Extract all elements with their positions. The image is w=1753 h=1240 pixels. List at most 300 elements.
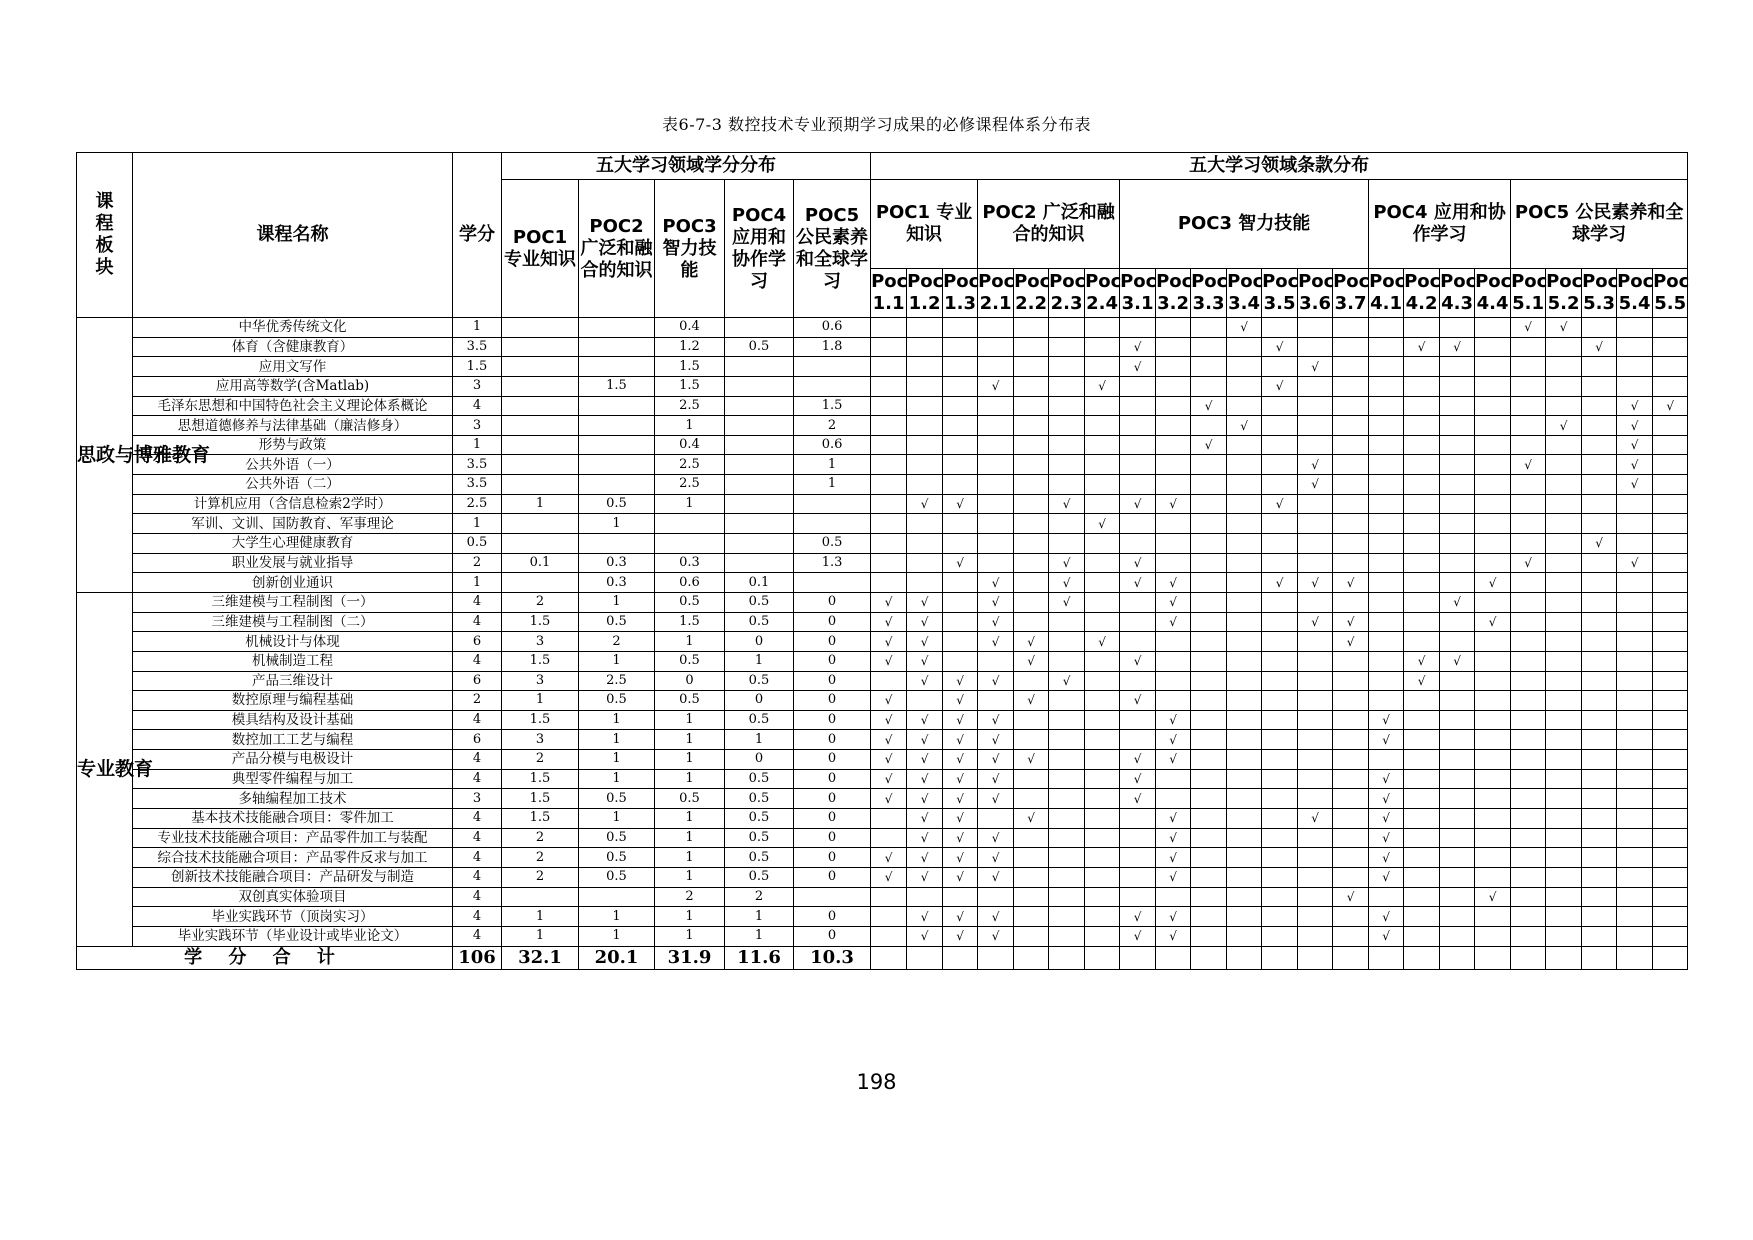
clause-cell — [1085, 907, 1120, 927]
clause-cell — [1475, 632, 1511, 652]
course-name: 中华优秀传统文化 — [133, 318, 453, 338]
clause-cell — [1156, 651, 1191, 671]
clause-cell — [1333, 318, 1369, 338]
credit-poc3-cell: 1 — [655, 828, 725, 848]
clause-cell — [1582, 612, 1617, 632]
clause-cell — [1262, 907, 1298, 927]
table-row — [77, 592, 1688, 612]
clause-cell — [1333, 416, 1369, 436]
table-row — [77, 651, 1688, 671]
course-credit: 3 — [453, 789, 502, 809]
clause-cell — [1369, 416, 1404, 436]
clause-cell — [1582, 573, 1617, 593]
clause-cell — [1546, 769, 1582, 789]
clause-cell — [1369, 946, 1404, 969]
credit-poc4-cell: 1 — [725, 651, 794, 671]
clause-cell — [907, 514, 943, 534]
clause-cell — [1191, 789, 1227, 809]
clause-cell — [943, 376, 978, 396]
clause-cell — [1085, 553, 1120, 573]
clause-cell — [1333, 848, 1369, 868]
clause-cell — [1511, 514, 1546, 534]
clause-cell — [1440, 867, 1475, 887]
clause-cell — [1156, 357, 1191, 377]
clause-cell — [1475, 750, 1511, 770]
credit-poc3-cell: 1 — [655, 769, 725, 789]
clause-cell — [1546, 730, 1582, 750]
clause-cell — [1617, 789, 1653, 809]
check-mark: √ — [907, 632, 943, 652]
clause-cell — [1049, 769, 1085, 789]
course-credit: 1 — [453, 573, 502, 593]
clause-cell — [1191, 828, 1227, 848]
clause-cell — [1191, 514, 1227, 534]
clause-cell — [1191, 357, 1227, 377]
clause-cell — [1475, 494, 1511, 514]
credit-poc5-cell: 0 — [794, 632, 871, 652]
table-caption: 表6-7-3 数控技术专业预期学习成果的必修课程体系分布表 — [662, 115, 1091, 134]
course-name: 形势与政策 — [133, 435, 453, 455]
clause-cell — [1014, 926, 1049, 946]
course-credit: 4 — [453, 396, 502, 416]
clause-cell — [1404, 730, 1440, 750]
clause-cell — [1653, 907, 1688, 927]
clause-cell — [907, 887, 943, 907]
clause-cell — [1333, 553, 1369, 573]
check-mark: √ — [871, 632, 907, 652]
clause-cell — [1404, 848, 1440, 868]
clause-cell — [1191, 455, 1227, 475]
clause-cell — [871, 809, 907, 829]
clause-cell — [1546, 573, 1582, 593]
clause-cell — [1617, 494, 1653, 514]
course-credit: 4 — [453, 848, 502, 868]
clause-cell — [1191, 376, 1227, 396]
check-mark: √ — [978, 750, 1014, 770]
clause-cell — [1653, 573, 1688, 593]
credit-poc3-cell — [655, 534, 725, 554]
clause-cell — [1546, 907, 1582, 927]
clause-cell — [1191, 926, 1227, 946]
clause-cell — [871, 514, 907, 534]
course-credit: 3.5 — [453, 337, 502, 357]
clause-cell — [1085, 396, 1120, 416]
course-name: 数控原理与编程基础 — [133, 691, 453, 711]
check-mark: √ — [871, 750, 907, 770]
clause-cell — [1582, 318, 1617, 338]
clause-cell — [1617, 632, 1653, 652]
credit-poc4-cell: 2 — [725, 887, 794, 907]
clause-cell — [1546, 926, 1582, 946]
credit-poc2-cell: 1.5 — [579, 376, 655, 396]
clause-cell — [1369, 376, 1404, 396]
credit-poc2-cell: 0.5 — [579, 691, 655, 711]
clause-cell — [1049, 612, 1085, 632]
clause-cell — [978, 416, 1014, 436]
clause-cell — [943, 337, 978, 357]
clause-cell — [1120, 455, 1156, 475]
clause-cell — [1227, 435, 1262, 455]
clause-cell — [1333, 750, 1369, 770]
check-mark: √ — [907, 612, 943, 632]
clause-cell — [1085, 592, 1120, 612]
clause-cell — [978, 357, 1014, 377]
clause-cell — [1227, 337, 1262, 357]
credit-poc1-cell — [502, 475, 579, 495]
table-row — [77, 455, 1688, 475]
credit-poc4-cell: 0.5 — [725, 671, 794, 691]
table-row — [77, 769, 1688, 789]
clause-cell — [1653, 553, 1688, 573]
clause-cell — [1120, 828, 1156, 848]
table-row — [77, 435, 1688, 455]
clause-cell — [1227, 730, 1262, 750]
check-mark: √ — [1546, 416, 1582, 436]
check-mark: √ — [1369, 730, 1404, 750]
clause-cell — [1369, 534, 1404, 554]
course-name: 军训、文训、国防教育、军事理论 — [133, 514, 453, 534]
clause-cell — [1085, 435, 1120, 455]
clause-cell — [1085, 828, 1120, 848]
clause-cell — [1404, 396, 1440, 416]
clause-cell — [1262, 612, 1298, 632]
credit-poc4-cell — [725, 396, 794, 416]
credit-poc4-cell: 0.5 — [725, 867, 794, 887]
table-row — [77, 514, 1688, 534]
clause-cell — [1404, 475, 1440, 495]
table-row — [77, 887, 1688, 907]
clause-cell — [1475, 730, 1511, 750]
clause-cell — [1369, 357, 1404, 377]
clause-cell — [1120, 514, 1156, 534]
clause-cell — [1617, 750, 1653, 770]
clause-cell — [1298, 553, 1333, 573]
clause-cell — [1546, 612, 1582, 632]
clause-cell — [1653, 318, 1688, 338]
table-row — [77, 828, 1688, 848]
credit-poc5-cell: 1 — [794, 475, 871, 495]
table-row — [77, 553, 1688, 573]
credit-poc1-cell: 1 — [502, 926, 579, 946]
credit-poc5-cell: 1.3 — [794, 553, 871, 573]
credit-poc4-cell: 0.5 — [725, 789, 794, 809]
check-mark: √ — [1440, 592, 1475, 612]
credit-poc1-cell: 1.5 — [502, 789, 579, 809]
clause-cell — [1440, 612, 1475, 632]
check-mark: √ — [1156, 809, 1191, 829]
clause-cell — [1120, 946, 1156, 969]
credit-poc5-cell: 0 — [794, 848, 871, 868]
clause-cell — [1298, 494, 1333, 514]
clause-cell — [1262, 730, 1298, 750]
check-mark: √ — [907, 789, 943, 809]
credit-poc1-cell: 2 — [502, 592, 579, 612]
clause-cell — [1014, 435, 1049, 455]
clause-cell — [1440, 848, 1475, 868]
credit-poc3-cell: 1 — [655, 907, 725, 927]
clause-cell — [1653, 494, 1688, 514]
clause-cell — [1617, 612, 1653, 632]
credit-poc3-cell: 0.5 — [655, 789, 725, 809]
clause-cell — [1475, 671, 1511, 691]
credit-poc4-cell — [725, 534, 794, 554]
check-mark: √ — [871, 769, 907, 789]
clause-cell — [1262, 416, 1298, 436]
clause-cell — [1404, 867, 1440, 887]
check-mark: √ — [1156, 730, 1191, 750]
credit-poc2-cell — [579, 435, 655, 455]
clause-cell — [1156, 416, 1191, 436]
header-poc-item: Poc 2.3 — [1049, 269, 1085, 318]
clause-cell — [1582, 455, 1617, 475]
credit-poc1-cell — [502, 573, 579, 593]
clause-cell — [907, 553, 943, 573]
credit-poc2-cell — [579, 416, 655, 436]
credit-poc1-cell: 3 — [502, 632, 579, 652]
clause-cell — [1511, 926, 1546, 946]
clause-cell — [1049, 416, 1085, 436]
clause-cell — [1014, 789, 1049, 809]
clause-cell — [907, 318, 943, 338]
table-head — [77, 153, 1688, 318]
check-mark: √ — [978, 376, 1014, 396]
clause-cell — [1085, 789, 1120, 809]
clause-cell — [943, 435, 978, 455]
clause-cell — [1227, 514, 1262, 534]
check-mark: √ — [1617, 416, 1653, 436]
clause-cell — [1227, 357, 1262, 377]
credit-poc1-cell — [502, 376, 579, 396]
course-credit: 1 — [453, 435, 502, 455]
clause-cell — [1475, 318, 1511, 338]
check-mark: √ — [978, 769, 1014, 789]
clause-cell — [1156, 396, 1191, 416]
clause-cell — [1440, 553, 1475, 573]
clause-cell — [1156, 435, 1191, 455]
header-clause-group-poc3: POC3 智力技能 — [1120, 180, 1369, 269]
clause-cell — [1191, 769, 1227, 789]
clause-cell — [907, 435, 943, 455]
course-credit: 4 — [453, 926, 502, 946]
credit-poc2-cell — [579, 534, 655, 554]
course-name: 体育（含健康教育） — [133, 337, 453, 357]
credit-poc4-cell: 0 — [725, 691, 794, 711]
clause-cell — [1333, 455, 1369, 475]
clause-cell — [1582, 828, 1617, 848]
clause-cell — [1404, 318, 1440, 338]
clause-cell — [1014, 946, 1049, 969]
clause-cell — [1369, 691, 1404, 711]
credit-poc4-cell — [725, 553, 794, 573]
clause-cell — [978, 435, 1014, 455]
clause-cell — [1511, 357, 1546, 377]
table-row — [77, 534, 1688, 554]
clause-cell — [907, 691, 943, 711]
clause-cell — [907, 337, 943, 357]
course-credit: 6 — [453, 671, 502, 691]
clause-cell — [943, 475, 978, 495]
clause-cell — [1546, 750, 1582, 770]
credit-poc1-cell — [502, 396, 579, 416]
clause-cell — [1227, 455, 1262, 475]
clause-cell — [1582, 514, 1617, 534]
clause-cell — [1298, 691, 1333, 711]
clause-cell — [1653, 337, 1688, 357]
clause-cell — [1049, 691, 1085, 711]
credit-poc5-cell: 0 — [794, 867, 871, 887]
clause-cell — [1404, 789, 1440, 809]
clause-cell — [1475, 534, 1511, 554]
credit-poc3-cell: 1.5 — [655, 612, 725, 632]
clause-cell — [1440, 475, 1475, 495]
check-mark: √ — [871, 651, 907, 671]
clause-cell — [1582, 553, 1617, 573]
check-mark: √ — [1298, 357, 1333, 377]
clause-cell — [1014, 514, 1049, 534]
credit-poc4-cell: 0.5 — [725, 337, 794, 357]
clause-cell — [1369, 592, 1404, 612]
check-mark: √ — [1120, 907, 1156, 927]
clause-cell — [1298, 514, 1333, 534]
clause-cell — [1653, 809, 1688, 829]
clause-cell — [1049, 926, 1085, 946]
clause-cell — [1085, 691, 1120, 711]
check-mark: √ — [978, 632, 1014, 652]
clause-cell — [1191, 907, 1227, 927]
clause-cell — [943, 357, 978, 377]
check-mark: √ — [1120, 494, 1156, 514]
clause-cell — [1049, 357, 1085, 377]
clause-cell — [1440, 946, 1475, 969]
clause-cell — [1617, 710, 1653, 730]
credit-poc3-cell: 0.6 — [655, 573, 725, 593]
category-cell: 专业教育 — [77, 592, 133, 946]
clause-cell — [1298, 651, 1333, 671]
clause-cell — [1333, 710, 1369, 730]
clause-cell — [1191, 671, 1227, 691]
clause-cell — [1440, 710, 1475, 730]
header-poc-item: Poc 2.1 — [978, 269, 1014, 318]
clause-cell — [1404, 887, 1440, 907]
clause-cell — [1191, 416, 1227, 436]
clause-cell — [1333, 730, 1369, 750]
clause-cell — [1582, 376, 1617, 396]
credit-poc5-cell: 1.8 — [794, 337, 871, 357]
clause-cell — [1369, 494, 1404, 514]
clause-cell — [1617, 828, 1653, 848]
credit-poc1-cell: 1.5 — [502, 769, 579, 789]
check-mark: √ — [943, 867, 978, 887]
credit-poc1-cell: 1 — [502, 907, 579, 927]
clause-cell — [1156, 337, 1191, 357]
check-mark: √ — [907, 750, 943, 770]
clause-cell — [1085, 750, 1120, 770]
clause-cell — [1582, 730, 1617, 750]
clause-cell — [1582, 475, 1617, 495]
course-name: 三维建模与工程制图（二） — [133, 612, 453, 632]
check-mark: √ — [978, 730, 1014, 750]
table-row — [77, 671, 1688, 691]
credit-poc2-cell — [579, 887, 655, 907]
check-mark: √ — [907, 867, 943, 887]
clause-cell — [1049, 651, 1085, 671]
check-mark: √ — [1475, 573, 1511, 593]
clause-cell — [1333, 337, 1369, 357]
credit-poc2-cell: 1 — [579, 750, 655, 770]
clause-cell — [1298, 867, 1333, 887]
clause-cell — [1191, 553, 1227, 573]
check-mark: √ — [1014, 691, 1049, 711]
clause-cell — [1298, 534, 1333, 554]
clause-cell — [1582, 769, 1617, 789]
table-row — [77, 475, 1688, 495]
header-clause-group-poc1: POC1 专业知识 — [871, 180, 978, 269]
check-mark: √ — [871, 612, 907, 632]
clause-cell — [1653, 455, 1688, 475]
clause-cell — [1475, 592, 1511, 612]
clause-cell — [1617, 534, 1653, 554]
clause-cell — [1120, 376, 1156, 396]
clause-cell — [1262, 789, 1298, 809]
clause-cell — [1511, 612, 1546, 632]
course-credit: 3.5 — [453, 455, 502, 475]
clause-cell — [1404, 357, 1440, 377]
course-name: 产品分模与电极设计 — [133, 750, 453, 770]
clause-cell — [1511, 573, 1546, 593]
table-row — [77, 357, 1688, 377]
check-mark: √ — [978, 592, 1014, 612]
course-name: 大学生心理健康教育 — [133, 534, 453, 554]
check-mark: √ — [1511, 318, 1546, 338]
course-credit: 2.5 — [453, 494, 502, 514]
clause-cell — [1653, 612, 1688, 632]
clause-cell — [1049, 376, 1085, 396]
credit-poc3-cell: 0.4 — [655, 318, 725, 338]
clause-cell — [1333, 435, 1369, 455]
header-credit-poc2: POC2 广泛和融合的知识 — [579, 180, 655, 318]
check-mark: √ — [1582, 337, 1617, 357]
clause-cell — [1404, 769, 1440, 789]
check-mark: √ — [1120, 691, 1156, 711]
total-poc5: 10.3 — [794, 946, 871, 969]
clause-cell — [1617, 848, 1653, 868]
clause-cell — [943, 455, 978, 475]
check-mark: √ — [1085, 514, 1120, 534]
clause-cell — [1475, 809, 1511, 829]
clause-cell — [1333, 867, 1369, 887]
check-mark: √ — [978, 710, 1014, 730]
check-mark: √ — [1617, 396, 1653, 416]
check-mark: √ — [978, 848, 1014, 868]
header-clause-group-poc4: POC4 应用和协作学习 — [1369, 180, 1511, 269]
clause-cell — [1582, 632, 1617, 652]
clause-cell — [1653, 534, 1688, 554]
credit-poc3-cell: 0.5 — [655, 592, 725, 612]
clause-cell — [1014, 592, 1049, 612]
credit-poc5-cell: 0.6 — [794, 318, 871, 338]
clause-cell — [1404, 494, 1440, 514]
table-body — [77, 318, 1688, 970]
header-poc-item: Poc 4.4 — [1475, 269, 1511, 318]
clause-cell — [1014, 396, 1049, 416]
clause-cell — [1333, 534, 1369, 554]
table-row — [77, 867, 1688, 887]
check-mark: √ — [1014, 632, 1049, 652]
check-mark: √ — [1085, 376, 1120, 396]
clause-cell — [1440, 730, 1475, 750]
credit-poc5-cell — [794, 514, 871, 534]
clause-cell — [1298, 750, 1333, 770]
